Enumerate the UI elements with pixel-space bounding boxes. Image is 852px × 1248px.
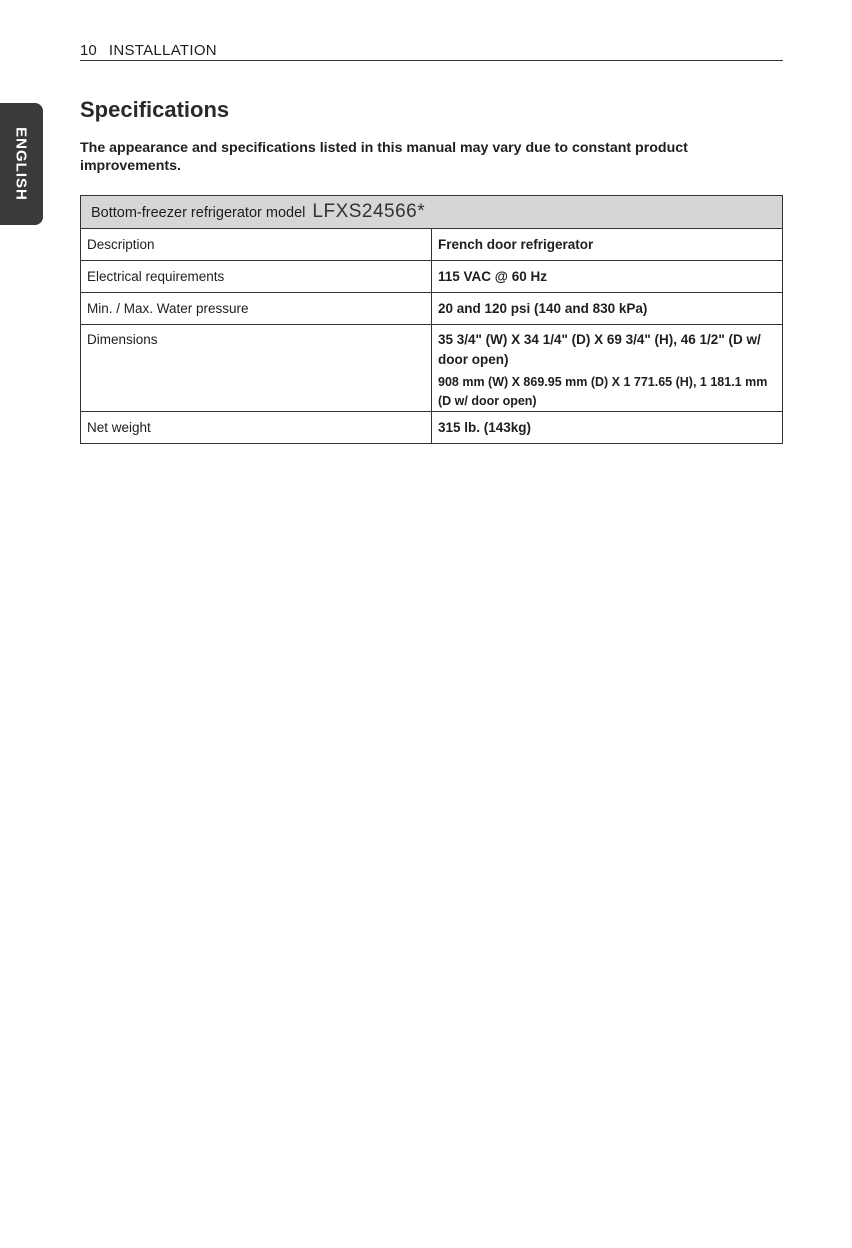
row-value: French door refrigerator (432, 229, 783, 261)
row-value: 20 and 120 psi (140 and 830 kPa) (432, 293, 783, 325)
row-value: 115 VAC @ 60 Hz (432, 261, 783, 293)
section-name: INSTALLATION (108, 42, 217, 59)
page-number: 10 (80, 42, 97, 59)
caption-label: Bottom-freezer refrigerator model (91, 205, 306, 221)
row-value: 315 lb. (143kg) (432, 412, 783, 444)
dimensions-metric: 908 mm (W) X 869.95 mm (D) X 1 771.65 (H), 1 181.1 mm (D w/ door open) (438, 375, 768, 408)
row-label: Net weight (81, 412, 432, 444)
table-row (81, 229, 783, 261)
row-label: Description (81, 229, 432, 261)
section-heading: Specifications (80, 97, 230, 122)
intro-text: The appearance and specifications listed in this manual may vary due to constant product improvements. (80, 140, 688, 174)
page-header (80, 41, 783, 61)
table-row (81, 261, 783, 293)
row-value (432, 325, 783, 412)
dimensions-imperial: 35 3/4" (W) X 34 1/4" (D) X 69 3/4" (H), 46 1/2" (D w/ door open) (438, 332, 761, 367)
table-caption (81, 196, 783, 229)
row-label: Electrical requirements (81, 261, 432, 293)
specifications-table (80, 195, 783, 444)
row-label: Dimensions (81, 325, 432, 412)
table-row (81, 325, 783, 412)
table-caption-row (81, 196, 783, 229)
row-label: Min. / Max. Water pressure (81, 293, 432, 325)
table-row (81, 412, 783, 444)
model-number: LFXS24566* (312, 201, 426, 222)
language-tab (0, 103, 43, 225)
language-tab-label: ENGLISH (12, 127, 30, 201)
table-row (81, 293, 783, 325)
